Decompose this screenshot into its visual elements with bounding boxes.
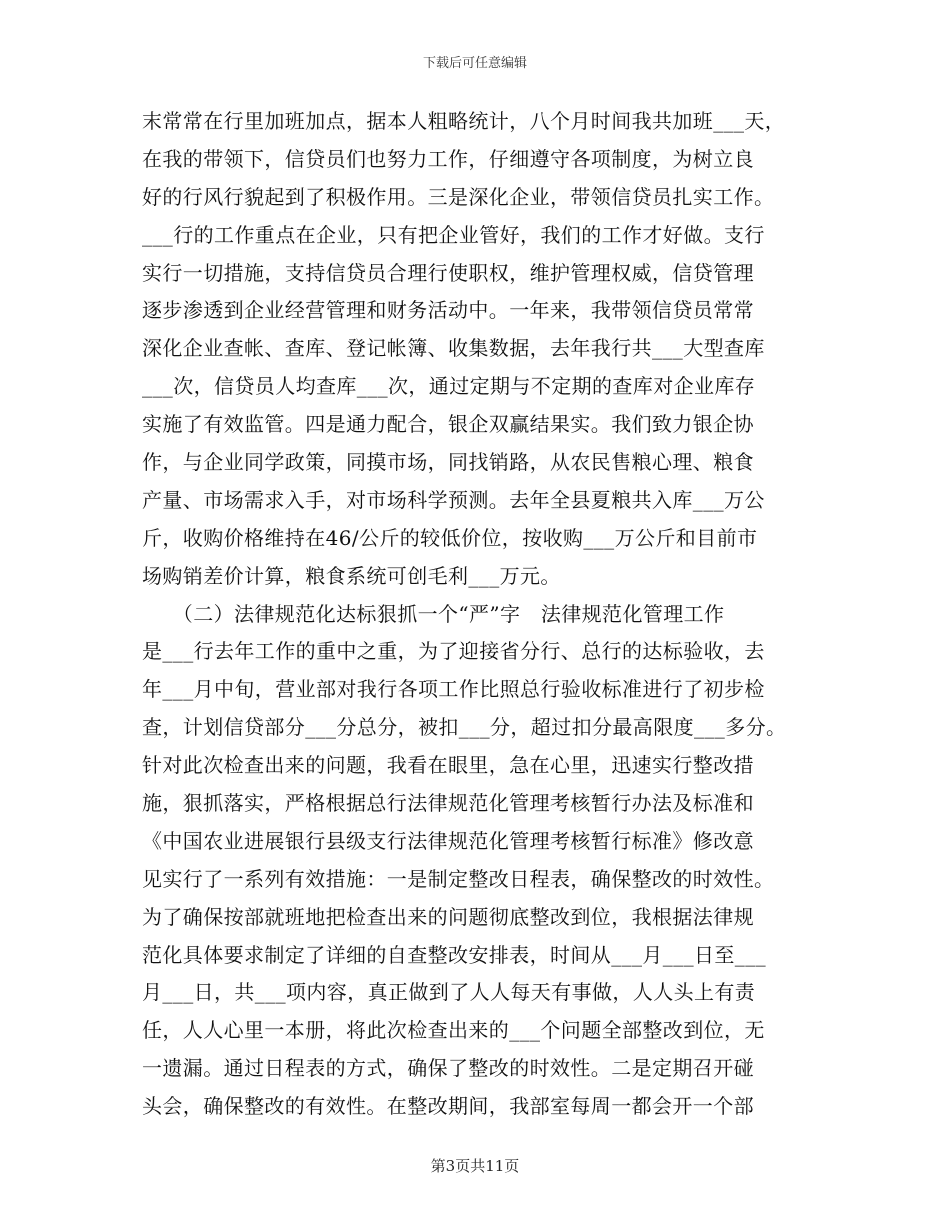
text-line: 末常常在行里加班加点，据本人粗略统计，八个月时间我共加班___天，: [142, 109, 786, 133]
text-line: 施，狠抓落实，严格根据总行法律规范化管理考核暂行办法及标准和: [142, 791, 754, 816]
text-line: 任，人人心里一本册，将此次检查出来的___个问题全部整改到位，无: [142, 1018, 765, 1043]
text-line: 产量、市场需求入手，对市场科学预测。去年全县夏粮共入库___万公: [142, 487, 765, 512]
text-line: 深化企业查帐、查库、登记帐簿、收集数据，去年我行共___大型查库: [142, 336, 765, 361]
text-line: 是___行去年工作的重中之重，为了迎接省分行、总行的达标验收，去: [142, 639, 765, 664]
text-line: 一遗漏。通过日程表的方式，确保了整改的时效性。二是定期召开碰: [142, 1056, 754, 1081]
text-line: 见实行了一系列有效措施：一是制定整改日程表，确保整改的时效性。: [142, 866, 775, 891]
text-line: ___行的工作重点在企业，只有把企业管好，我们的工作才好做。支行: [142, 222, 765, 247]
text-line: 场购销差价计算，粮食系统可创毛利___万元。: [142, 563, 561, 588]
text-line: 在我的带领下，信贷员们也努力工作，仔细遵守各项制度，为树立良: [142, 146, 754, 171]
text-line: 逐步渗透到企业经营管理和财务活动中。一年来，我带领信贷员常常: [142, 298, 754, 323]
text-line: 年___月中旬，营业部对我行各项工作比照总行验收标准进行了初步检: [142, 677, 765, 702]
text-line: ___次，信贷员人均查库___次，通过定期与不定期的查库对企业库存: [142, 374, 756, 399]
document-body: [142, 103, 822, 1126]
text-line: 《中国农业进展银行县级支行法律规范化管理考核暂行标准》修改意: [142, 828, 754, 853]
text-line: 头会，确保整改的有效性。在整改期间，我部室每周一都会开一个部: [142, 1094, 754, 1119]
text-line: 好的行风行貌起到了积极作用。三是深化企业，带领信贷员扎实工作。: [142, 184, 775, 209]
text-line: 范化具体要求制定了详细的自查整改安排表，时间从___月___日至___: [142, 942, 766, 967]
text-line: 斤，收购价格维持在46/公斤的较低价位，按收购___万公斤和目前市: [142, 525, 758, 550]
page-header: 下载后可任意编辑: [422, 56, 527, 71]
text-line: 为了确保按部就班地把检查出来的问题彻底整改到位，我根据法律规: [142, 904, 754, 929]
text-line: 实行一切措施，支持信贷员合理行使职权，维护管理权威，信贷管理: [142, 260, 754, 285]
text-line: 实施了有效监管。四是通力配合，银企双赢结果实。我们致力银企协: [142, 412, 754, 437]
page-footer: 第3页共11页: [430, 1157, 520, 1175]
text-line: 查，计划信贷部分___分总分，被扣___分，超过扣分最高限度___多分。: [142, 715, 787, 740]
text-line: 月___日，共___项内容，真正做到了人人每天有事做，人人头上有责: [142, 980, 756, 1005]
text-line: 作，与企业同学政策，同摸市场，同找销路，从农民售粮心理、粮食: [142, 450, 754, 475]
text-line: 针对此次检查出来的问题，我看在眼里，急在心里，迅速实行整改措: [142, 753, 754, 778]
text-line: （二）法律规范化达标狠抓一个“严”字 法律规范化管理工作: [142, 601, 725, 626]
